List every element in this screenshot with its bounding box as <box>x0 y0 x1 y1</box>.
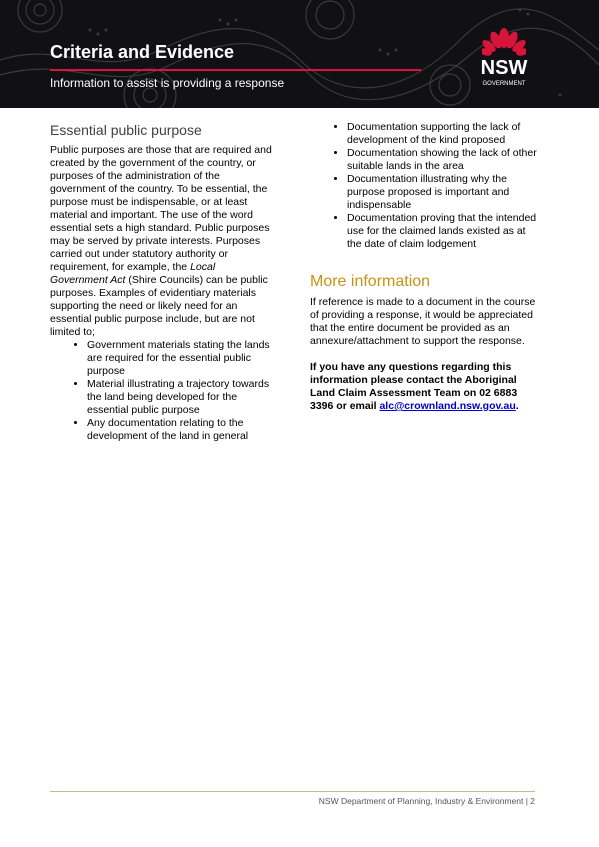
list-item: • Documentation supporting the lack of development of the kind proposed <box>347 121 540 147</box>
more-information-section <box>310 272 540 413</box>
act-name: Local Government Act <box>50 261 216 286</box>
evidence-list-left <box>50 339 272 443</box>
footer-divider <box>50 791 535 792</box>
logo-tagline: GOVERNMENT <box>482 81 526 87</box>
more-information-paragraph: If reference is made to a document in the course of providing a response, it would be appreciated that the entire document be provided as an annexure/attachment to support the response. <box>310 296 536 347</box>
contact-paragraph: If you have any questions regarding this information please contact the Aboriginal Land Claim Assessment Team on 02 6883 3396 or email alc@crownland.nsw.gov.au. <box>310 361 519 412</box>
list-item: • Any documentation relating to the development of the land in general <box>87 417 272 443</box>
page-subtitle: Information to assist is providing a response <box>50 76 285 90</box>
left-column <box>50 121 272 443</box>
logo-wordmark: NSW <box>480 57 528 79</box>
essential-public-purpose-paragraph: Public purposes are those that are required and created by the government of the country, or purposes of the administration of the government of the country. To be essential, the purpose must be indispensable, or at least material and important. The use of the word essential sets a high standard. Public purposes may be served by private interests. Purposes carried out under statutory authority or requirement, for example, the Local Government Act (Shire Councils) can be public purposes. Examples of evidentiary materials supporting the need or likely need for an essential public purpose include, but are not limited to; <box>50 144 272 338</box>
list-item: • Government materials stating the lands are required for the essential public purpose <box>87 339 272 378</box>
more-information-heading: More information <box>310 273 431 290</box>
right-column <box>310 121 540 413</box>
list-item: • Documentation illustrating why the purpose proposed is important and indispensable <box>347 173 540 212</box>
list-item: • Material illustrating a trajectory towards the land being developed for the essential public purpose <box>87 378 272 417</box>
page-title: Criteria and Evidence <box>50 42 235 62</box>
waratah-icon <box>482 24 526 58</box>
evidence-list-right <box>310 121 540 251</box>
title-divider <box>50 69 421 71</box>
list-item: • Documentation proving that the intended use for the claimed lands existed as at the date of claim lodgement <box>347 212 540 251</box>
page-header <box>0 0 599 108</box>
essential-public-purpose-heading: Essential public purpose <box>50 122 202 138</box>
nsw-government-logo <box>474 24 534 90</box>
footer-text: NSW Department of Planning, Industry & Environment | 2 <box>318 796 535 806</box>
contact-email-link[interactable]: alc@crownland.nsw.gov.au <box>379 400 516 412</box>
list-item: • Documentation showing the lack of other suitable lands in the area <box>347 147 540 173</box>
